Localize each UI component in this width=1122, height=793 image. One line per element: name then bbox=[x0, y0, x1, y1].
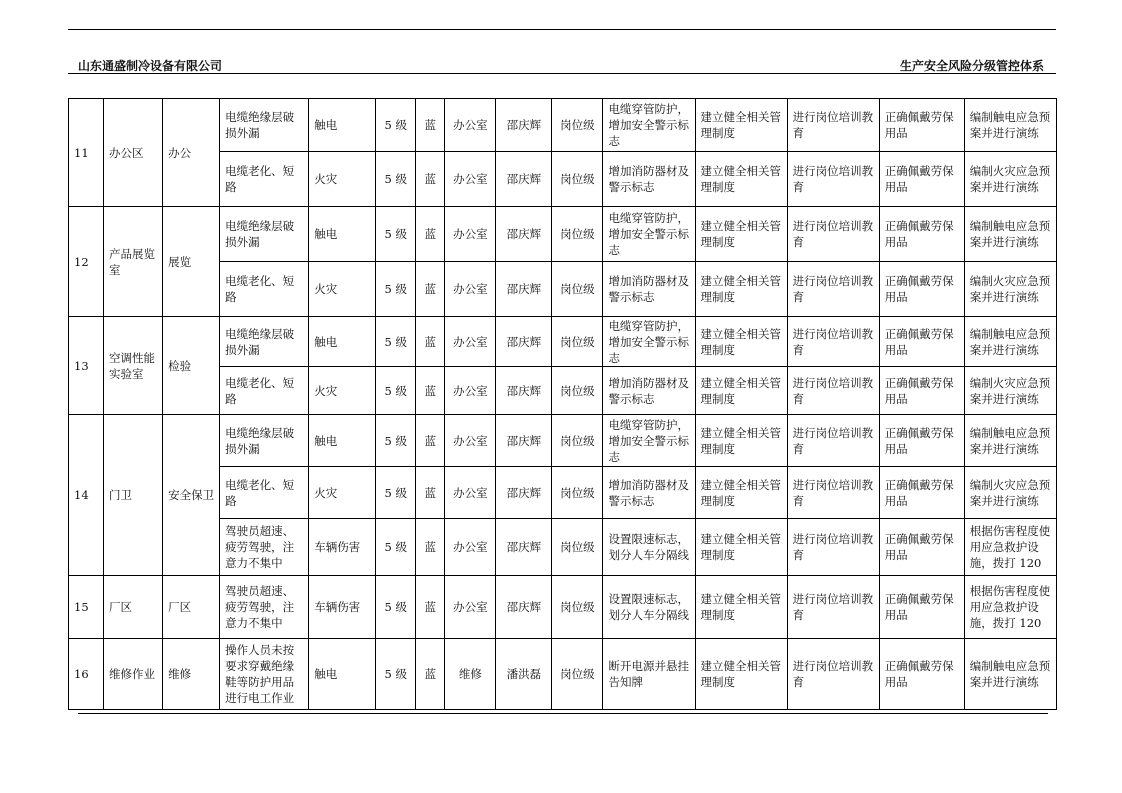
ppe-measure-cell: 正确佩戴劳保用品 bbox=[879, 576, 964, 639]
risk-color-cell: 蓝 bbox=[416, 576, 445, 639]
control-level-cell: 岗位级 bbox=[552, 262, 603, 317]
person-cell: 邵庆辉 bbox=[496, 152, 552, 207]
engineering-measure-cell: 电缆穿管防护，增加安全警示标志 bbox=[603, 207, 695, 262]
department-cell: 办公室 bbox=[445, 152, 496, 207]
hazard-cell: 电缆老化、短路 bbox=[220, 367, 309, 415]
management-measure-cell: 建立健全相关管理制度 bbox=[695, 519, 787, 576]
emergency-measure-cell: 编制触电应急预案并进行演练 bbox=[964, 99, 1056, 152]
ppe-measure-cell: 正确佩戴劳保用品 bbox=[879, 415, 964, 467]
risk-level-cell: 5 级 bbox=[376, 207, 416, 262]
engineering-measure-cell: 设置限速标志，划分人车分隔线 bbox=[603, 576, 695, 639]
row-number: 16 bbox=[69, 639, 104, 710]
ppe-measure-cell: 正确佩戴劳保用品 bbox=[879, 467, 964, 519]
hazard-cell: 驾驶员超速、疲劳驾驶，注意力不集中 bbox=[220, 519, 309, 576]
emergency-measure-cell: 编制火灾应急预案并进行演练 bbox=[964, 262, 1056, 317]
table-row bbox=[69, 415, 1057, 467]
training-measure-cell: 进行岗位培训教育 bbox=[787, 99, 879, 152]
table-row bbox=[69, 317, 1057, 367]
engineering-measure-cell: 断开电源并悬挂告知牌 bbox=[603, 639, 695, 710]
risk-level-cell: 5 级 bbox=[376, 152, 416, 207]
department-cell: 办公室 bbox=[445, 367, 496, 415]
control-level-cell: 岗位级 bbox=[552, 317, 603, 367]
ppe-measure-cell: 正确佩戴劳保用品 bbox=[879, 639, 964, 710]
management-measure-cell: 建立健全相关管理制度 bbox=[695, 262, 787, 317]
risk-color-cell: 蓝 bbox=[416, 99, 445, 152]
area-cell: 空调性能实验室 bbox=[104, 317, 163, 415]
ppe-measure-cell: 正确佩戴劳保用品 bbox=[879, 367, 964, 415]
company-name: 山东通盛制冷设备有限公司 bbox=[78, 59, 223, 73]
risk-level-cell: 5 级 bbox=[376, 367, 416, 415]
engineering-measure-cell: 电缆穿管防护，增加安全警示标志 bbox=[603, 317, 695, 367]
department-cell: 办公室 bbox=[445, 519, 496, 576]
area-cell: 厂区 bbox=[104, 576, 163, 639]
control-level-cell: 岗位级 bbox=[552, 639, 603, 710]
department-cell: 办公室 bbox=[445, 262, 496, 317]
engineering-measure-cell: 增加消防器材及警示标志 bbox=[603, 262, 695, 317]
control-level-cell: 岗位级 bbox=[552, 576, 603, 639]
training-measure-cell: 进行岗位培训教育 bbox=[787, 639, 879, 710]
ppe-measure-cell: 正确佩戴劳保用品 bbox=[879, 262, 964, 317]
department-cell: 办公室 bbox=[445, 467, 496, 519]
person-cell: 邵庆辉 bbox=[496, 367, 552, 415]
control-level-cell: 岗位级 bbox=[552, 207, 603, 262]
row-number: 14 bbox=[69, 415, 104, 576]
ppe-measure-cell: 正确佩戴劳保用品 bbox=[879, 99, 964, 152]
accident-type-cell: 车辆伤害 bbox=[309, 576, 376, 639]
accident-type-cell: 车辆伤害 bbox=[309, 519, 376, 576]
row-number: 13 bbox=[69, 317, 104, 415]
management-measure-cell: 建立健全相关管理制度 bbox=[695, 367, 787, 415]
accident-type-cell: 触电 bbox=[309, 639, 376, 710]
engineering-measure-cell: 增加消防器材及警示标志 bbox=[603, 367, 695, 415]
person-cell: 邵庆辉 bbox=[496, 576, 552, 639]
person-cell: 邵庆辉 bbox=[496, 467, 552, 519]
training-measure-cell: 进行岗位培训教育 bbox=[787, 467, 879, 519]
engineering-measure-cell: 增加消防器材及警示标志 bbox=[603, 152, 695, 207]
engineering-measure-cell: 设置限速标志，划分人车分隔线 bbox=[603, 519, 695, 576]
risk-level-cell: 5 级 bbox=[376, 415, 416, 467]
control-level-cell: 岗位级 bbox=[552, 99, 603, 152]
accident-type-cell: 火灾 bbox=[309, 262, 376, 317]
control-level-cell: 岗位级 bbox=[552, 415, 603, 467]
training-measure-cell: 进行岗位培训教育 bbox=[787, 262, 879, 317]
risk-level-cell: 5 级 bbox=[376, 467, 416, 519]
risk-level-cell: 5 级 bbox=[376, 99, 416, 152]
person-cell: 邵庆辉 bbox=[496, 317, 552, 367]
control-level-cell: 岗位级 bbox=[552, 367, 603, 415]
risk-level-cell: 5 级 bbox=[376, 262, 416, 317]
risk-color-cell: 蓝 bbox=[416, 152, 445, 207]
person-cell: 邵庆辉 bbox=[496, 262, 552, 317]
activity-cell: 办公 bbox=[163, 99, 220, 207]
person-cell: 潘洪磊 bbox=[496, 639, 552, 710]
risk-color-cell: 蓝 bbox=[416, 415, 445, 467]
management-measure-cell: 建立健全相关管理制度 bbox=[695, 639, 787, 710]
department-cell: 办公室 bbox=[445, 576, 496, 639]
control-level-cell: 岗位级 bbox=[552, 152, 603, 207]
accident-type-cell: 触电 bbox=[309, 317, 376, 367]
person-cell: 邵庆辉 bbox=[496, 207, 552, 262]
table-row bbox=[69, 639, 1057, 710]
training-measure-cell: 进行岗位培训教育 bbox=[787, 317, 879, 367]
department-cell: 办公室 bbox=[445, 415, 496, 467]
hazard-cell: 驾驶员超速、疲劳驾驶，注意力不集中 bbox=[220, 576, 309, 639]
footer-rule bbox=[78, 713, 1048, 714]
risk-color-cell: 蓝 bbox=[416, 367, 445, 415]
accident-type-cell: 触电 bbox=[309, 415, 376, 467]
emergency-measure-cell: 编制触电应急预案并进行演练 bbox=[964, 317, 1056, 367]
hazard-cell: 电缆绝缘层破损外漏 bbox=[220, 207, 309, 262]
department-cell: 办公室 bbox=[445, 317, 496, 367]
ppe-measure-cell: 正确佩戴劳保用品 bbox=[879, 207, 964, 262]
engineering-measure-cell: 增加消防器材及警示标志 bbox=[603, 467, 695, 519]
top-rule bbox=[68, 29, 1056, 30]
activity-cell: 展览 bbox=[163, 207, 220, 317]
area-cell: 办公区 bbox=[104, 99, 163, 207]
hazard-cell: 电缆老化、短路 bbox=[220, 467, 309, 519]
control-level-cell: 岗位级 bbox=[552, 519, 603, 576]
area-cell: 产品展览室 bbox=[104, 207, 163, 317]
risk-level-cell: 5 级 bbox=[376, 317, 416, 367]
accident-type-cell: 触电 bbox=[309, 99, 376, 152]
department-cell: 维修 bbox=[445, 639, 496, 710]
accident-type-cell: 火灾 bbox=[309, 367, 376, 415]
activity-cell: 安全保卫 bbox=[163, 415, 220, 576]
risk-control-table bbox=[68, 98, 1057, 710]
activity-cell: 维修 bbox=[163, 639, 220, 710]
engineering-measure-cell: 电缆穿管防护，增加安全警示标志 bbox=[603, 415, 695, 467]
table-row bbox=[69, 207, 1057, 262]
person-cell: 邵庆辉 bbox=[496, 519, 552, 576]
document-title: 生产安全风险分级管控体系 bbox=[899, 59, 1044, 73]
management-measure-cell: 建立健全相关管理制度 bbox=[695, 467, 787, 519]
row-number: 12 bbox=[69, 207, 104, 317]
row-number: 11 bbox=[69, 99, 104, 207]
emergency-measure-cell: 编制触电应急预案并进行演练 bbox=[964, 415, 1056, 467]
management-measure-cell: 建立健全相关管理制度 bbox=[695, 576, 787, 639]
training-measure-cell: 进行岗位培训教育 bbox=[787, 152, 879, 207]
emergency-measure-cell: 编制火灾应急预案并进行演练 bbox=[964, 152, 1056, 207]
training-measure-cell: 进行岗位培训教育 bbox=[787, 519, 879, 576]
table-row bbox=[69, 99, 1057, 152]
area-cell: 门卫 bbox=[104, 415, 163, 576]
management-measure-cell: 建立健全相关管理制度 bbox=[695, 99, 787, 152]
risk-color-cell: 蓝 bbox=[416, 317, 445, 367]
engineering-measure-cell: 电缆穿管防护，增加安全警示标志 bbox=[603, 99, 695, 152]
risk-color-cell: 蓝 bbox=[416, 519, 445, 576]
header-rule bbox=[68, 73, 1056, 74]
emergency-measure-cell: 编制火灾应急预案并进行演练 bbox=[964, 467, 1056, 519]
department-cell: 办公室 bbox=[445, 207, 496, 262]
hazard-cell: 电缆绝缘层破损外漏 bbox=[220, 415, 309, 467]
table-row bbox=[69, 576, 1057, 639]
risk-level-cell: 5 级 bbox=[376, 519, 416, 576]
hazard-cell: 电缆老化、短路 bbox=[220, 262, 309, 317]
training-measure-cell: 进行岗位培训教育 bbox=[787, 576, 879, 639]
risk-color-cell: 蓝 bbox=[416, 262, 445, 317]
management-measure-cell: 建立健全相关管理制度 bbox=[695, 415, 787, 467]
emergency-measure-cell: 编制触电应急预案并进行演练 bbox=[964, 639, 1056, 710]
activity-cell: 检验 bbox=[163, 317, 220, 415]
hazard-cell: 操作人员未按要求穿戴绝缘鞋等防护用品进行电工作业 bbox=[220, 639, 309, 710]
control-level-cell: 岗位级 bbox=[552, 467, 603, 519]
department-cell: 办公室 bbox=[445, 99, 496, 152]
ppe-measure-cell: 正确佩戴劳保用品 bbox=[879, 152, 964, 207]
emergency-measure-cell: 编制火灾应急预案并进行演练 bbox=[964, 367, 1056, 415]
activity-cell: 厂区 bbox=[163, 576, 220, 639]
risk-color-cell: 蓝 bbox=[416, 467, 445, 519]
management-measure-cell: 建立健全相关管理制度 bbox=[695, 152, 787, 207]
person-cell: 邵庆辉 bbox=[496, 99, 552, 152]
risk-color-cell: 蓝 bbox=[416, 639, 445, 710]
ppe-measure-cell: 正确佩戴劳保用品 bbox=[879, 317, 964, 367]
training-measure-cell: 进行岗位培训教育 bbox=[787, 367, 879, 415]
accident-type-cell: 火灾 bbox=[309, 152, 376, 207]
hazard-cell: 电缆绝缘层破损外漏 bbox=[220, 317, 309, 367]
management-measure-cell: 建立健全相关管理制度 bbox=[695, 207, 787, 262]
management-measure-cell: 建立健全相关管理制度 bbox=[695, 317, 787, 367]
area-cell: 维修作业 bbox=[104, 639, 163, 710]
row-number: 15 bbox=[69, 576, 104, 639]
accident-type-cell: 火灾 bbox=[309, 467, 376, 519]
person-cell: 邵庆辉 bbox=[496, 415, 552, 467]
emergency-measure-cell: 编制触电应急预案并进行演练 bbox=[964, 207, 1056, 262]
training-measure-cell: 进行岗位培训教育 bbox=[787, 207, 879, 262]
hazard-cell: 电缆老化、短路 bbox=[220, 152, 309, 207]
risk-color-cell: 蓝 bbox=[416, 207, 445, 262]
accident-type-cell: 触电 bbox=[309, 207, 376, 262]
emergency-measure-cell: 根据伤害程度使用应急救护设施，拨打 120 bbox=[964, 519, 1056, 576]
risk-level-cell: 5 级 bbox=[376, 639, 416, 710]
training-measure-cell: 进行岗位培训教育 bbox=[787, 415, 879, 467]
ppe-measure-cell: 正确佩戴劳保用品 bbox=[879, 519, 964, 576]
emergency-measure-cell: 根据伤害程度使用应急救护设施，拨打 120 bbox=[964, 576, 1056, 639]
hazard-cell: 电缆绝缘层破损外漏 bbox=[220, 99, 309, 152]
risk-level-cell: 5 级 bbox=[376, 576, 416, 639]
